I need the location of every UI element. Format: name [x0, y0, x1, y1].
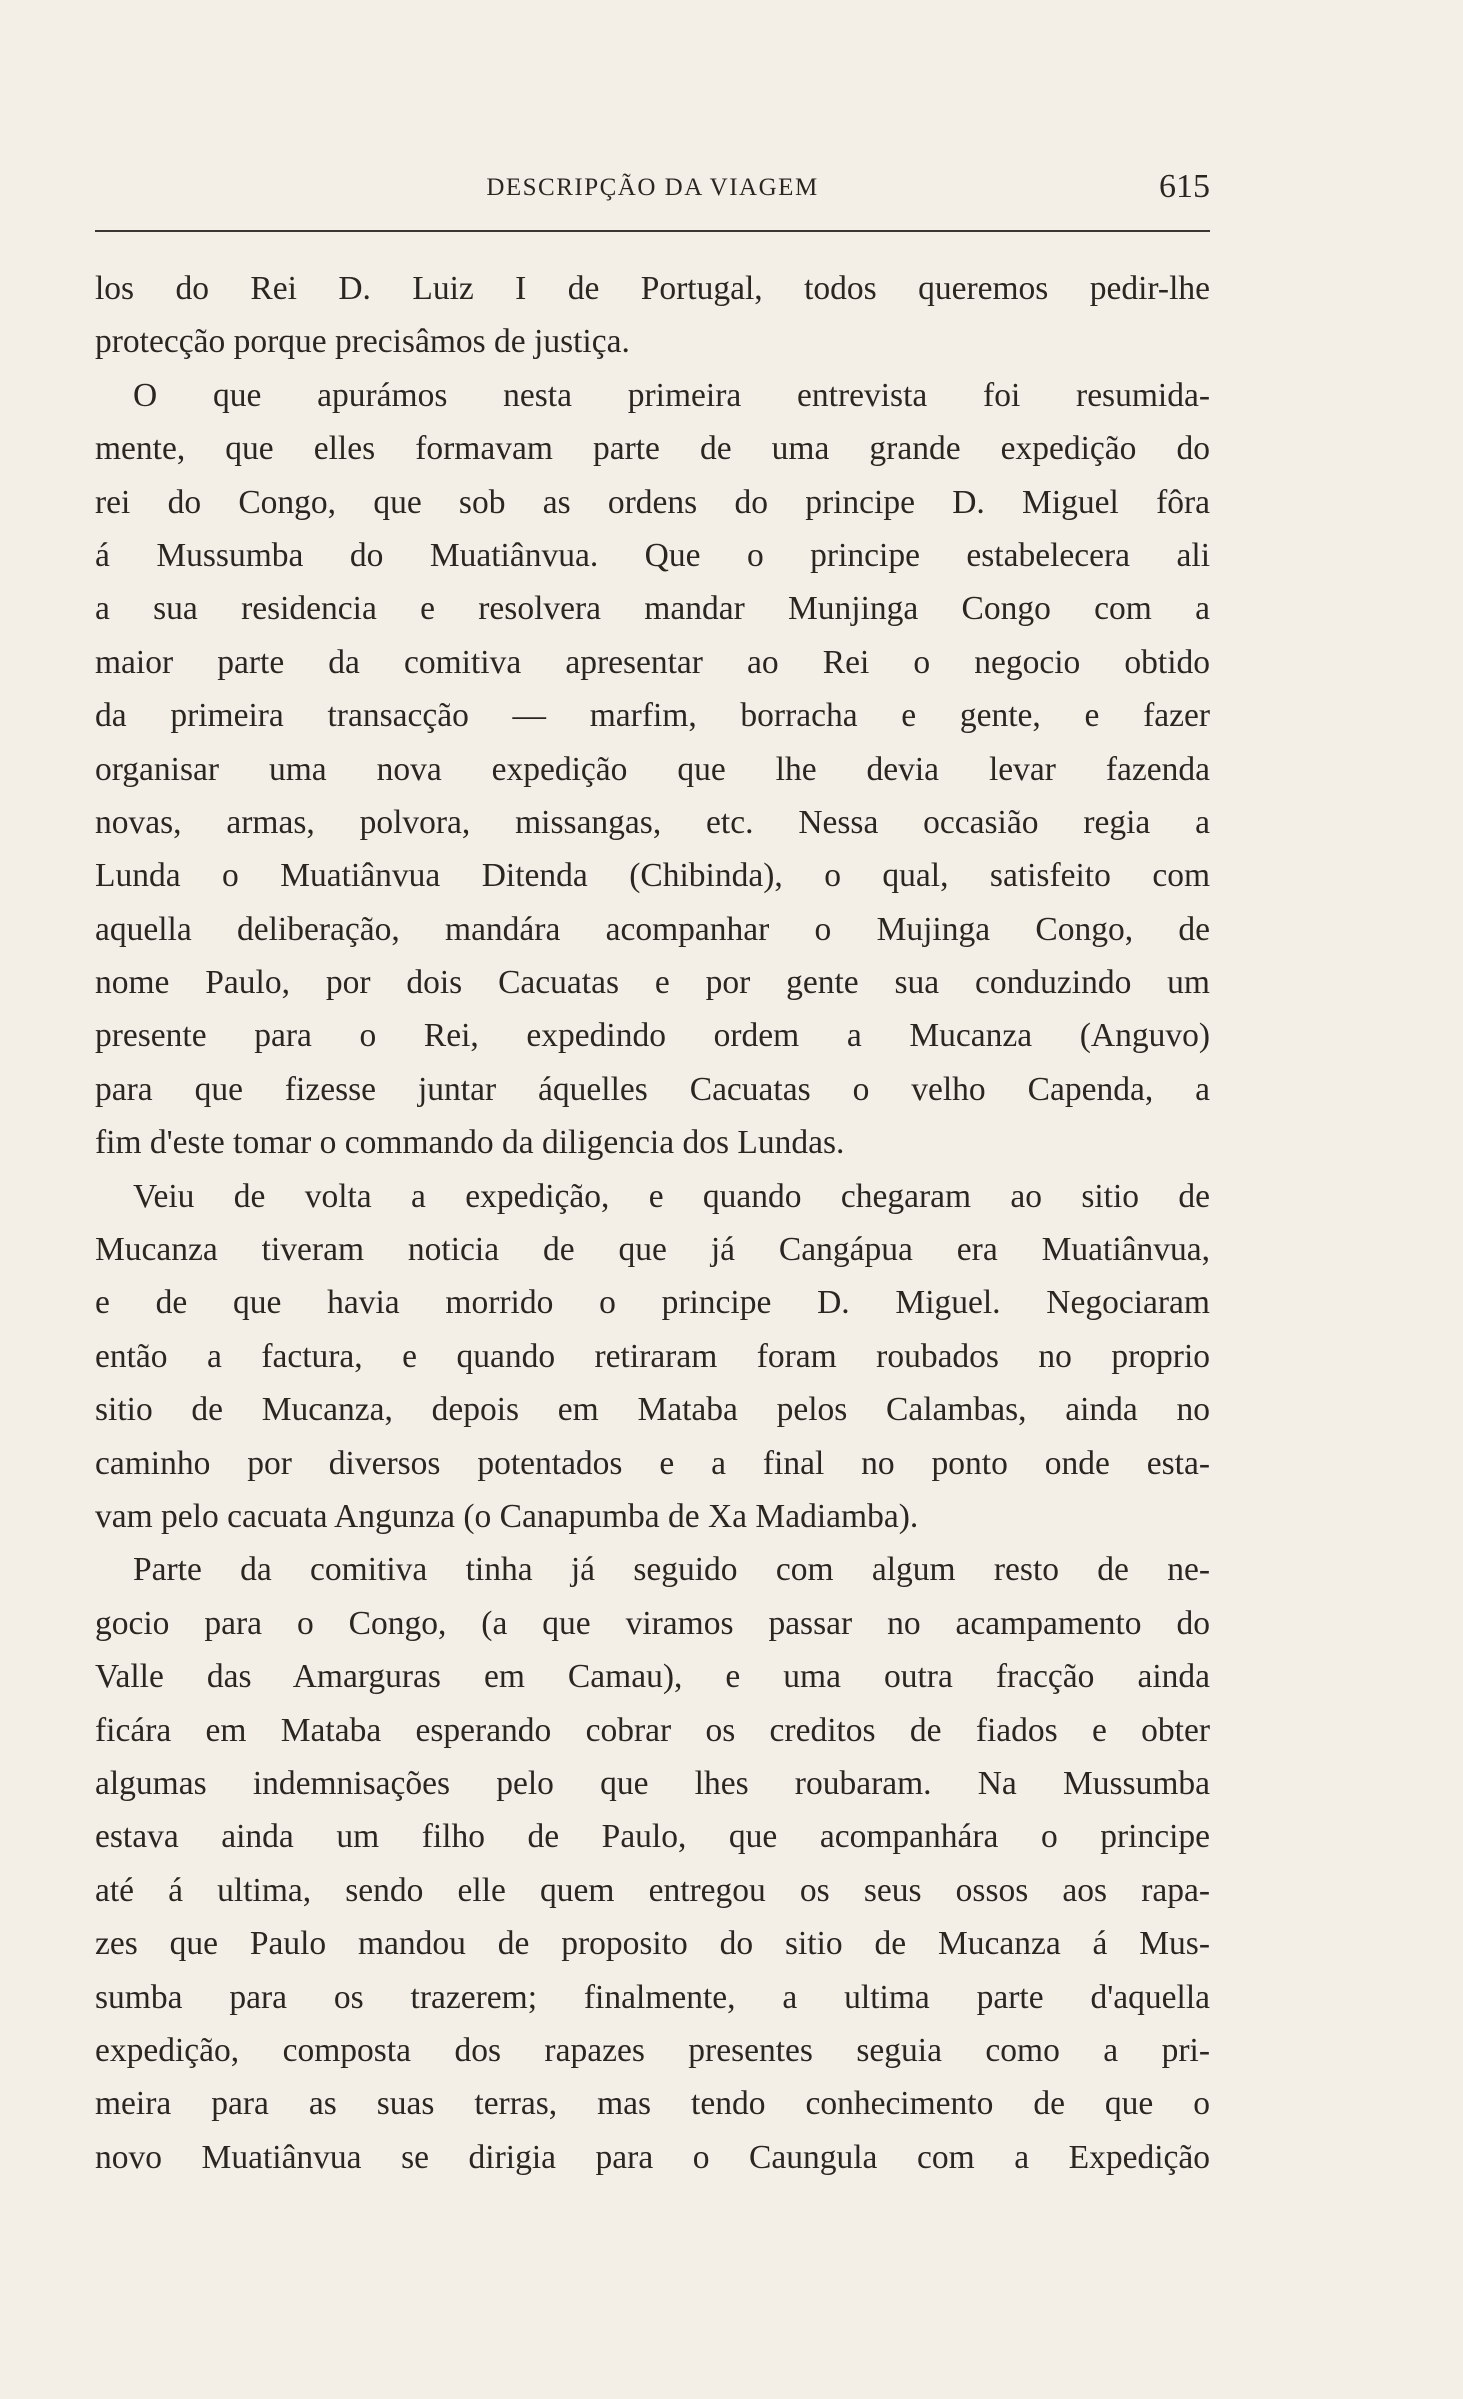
text-line: mente, que elles formavam parte de uma grande expedição do — [95, 430, 1210, 468]
text-line: Valle das Amarguras em Camau), e uma outra fracção ainda — [95, 1658, 1210, 1696]
text-line: maior parte da comitiva apresentar ao Rei o negocio obtido — [95, 643, 1210, 681]
text-line: gocio para o Congo, (a que viramos passar no acampamento do — [95, 1604, 1210, 1642]
text-line: aquella deliberação, mandára acompanhar o Mujinga Congo, de — [95, 910, 1210, 948]
text-line: sitio de Mucanza, depois em Mataba pelos Calambas, ainda no — [95, 1391, 1210, 1429]
text-line: caminho por diversos potentados e a final no ponto onde esta- — [95, 1444, 1210, 1482]
header-rule — [95, 230, 1210, 232]
paragraph — [95, 369, 1210, 1170]
text-line: meira para as suas terras, mas tendo conhecimento de que o — [95, 2085, 1210, 2123]
body-text — [95, 262, 1210, 2184]
text-line: los do Rei D. Luiz I de Portugal, todos queremos pedir-lhe — [95, 270, 1210, 307]
text-line: fim d'este tomar o commando da diligencia dos Lundas. — [95, 1124, 845, 1162]
running-head — [95, 168, 1210, 210]
text-line: e de que havia morrido o principe D. Miguel. Negociaram — [95, 1284, 1210, 1322]
text-line: protecção porque precisâmos de justiça. — [95, 323, 630, 361]
text-line: O que apurámos nesta primeira entrevista foi resumida- — [133, 376, 1210, 414]
text-line: expedição, composta dos rapazes presentes seguia como a pri- — [95, 2031, 1210, 2069]
paragraph — [95, 1170, 1210, 1544]
text-line: zes que Paulo mandou de proposito do sitio de Mucanza á Mus- — [95, 1925, 1210, 1963]
text-line: á Mussumba do Muatiânvua. Que o principe estabelecera ali — [95, 536, 1210, 574]
page-number: 615 — [1159, 168, 1210, 205]
text-line: Veiu de volta a expedição, e quando chegaram ao sitio de — [133, 1177, 1210, 1215]
text-line: nome Paulo, por dois Cacuatas e por gente sua conduzindo um — [95, 964, 1210, 1002]
text-line: da primeira transacção — marfim, borracha e gente, e fazer — [95, 697, 1210, 735]
paragraph — [95, 262, 1210, 369]
text-line: rei do Congo, que sob as ordens do principe D. Miguel fôra — [95, 483, 1210, 521]
text-line: sumba para os trazerem; finalmente, a ultima parte d'aquella — [95, 1978, 1210, 2016]
text-line: estava ainda um filho de Paulo, que acompanhára o principe — [95, 1818, 1210, 1856]
text-line: a sua residencia e resolvera mandar Munjinga Congo com a — [95, 590, 1210, 628]
text-line: novo Muatiânvua se dirigia para o Caungula com a Expedição — [95, 2138, 1210, 2176]
text-line: então a factura, e quando retiraram foram roubados no proprio — [95, 1337, 1210, 1375]
text-line: novas, armas, polvora, missangas, etc. Nessa occasião regia a — [95, 803, 1210, 841]
text-line: Lunda o Muatiânvua Ditenda (Chibinda), o qual, satisfeito com — [95, 857, 1210, 895]
text-line: ficára em Mataba esperando cobrar os creditos de fiados e obter — [95, 1711, 1210, 1749]
text-line: até á ultima, sendo elle quem entregou os seus ossos aos rapa- — [95, 1871, 1210, 1909]
text-line: Mucanza tiveram noticia de que já Cangápua era Muatiânvua, — [95, 1231, 1210, 1269]
text-line: vam pelo cacuata Angunza (o Canapumba de Xa Madiamba). — [95, 1497, 919, 1535]
text-line: Parte da comitiva tinha já seguido com algum resto de ne- — [133, 1551, 1210, 1589]
text-line: presente para o Rei, expedindo ordem a Mucanza (Anguvo) — [95, 1017, 1210, 1055]
running-title: DESCRIPÇÃO DA VIAGEM — [486, 174, 819, 201]
text-line: algumas indemnisações pelo que lhes roubaram. Na Mussumba — [95, 1764, 1210, 1802]
text-line: para que fizesse juntar áquelles Cacuatas o velho Capenda, a — [95, 1070, 1210, 1108]
paragraph — [95, 1543, 1210, 2184]
text-line: organisar uma nova expedição que lhe devia levar fazenda — [95, 750, 1210, 788]
